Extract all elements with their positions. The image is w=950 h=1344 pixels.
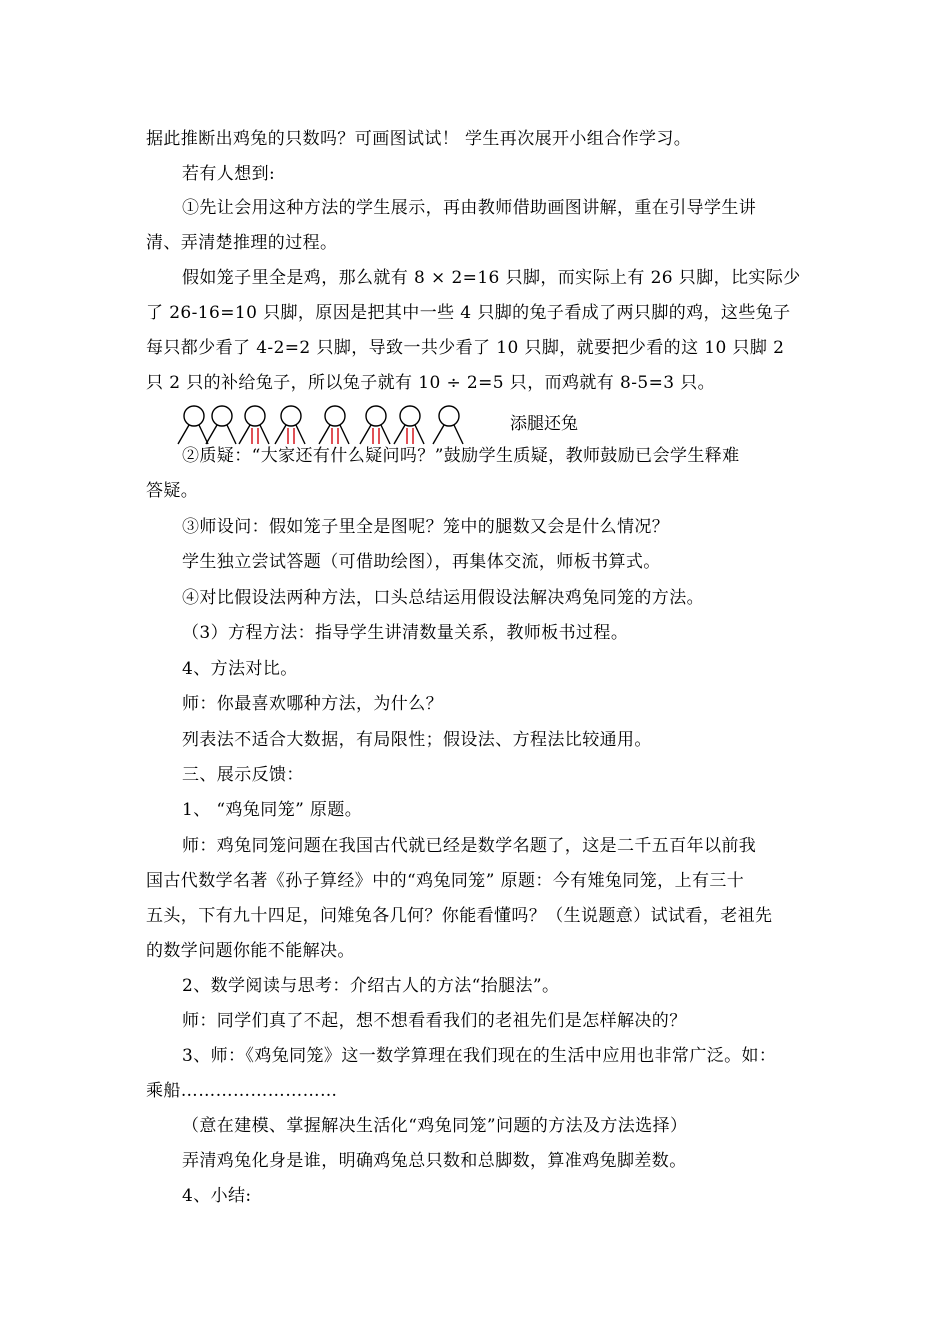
text-line-20: 师：鸡兔同笼问题在我国古代就已经是数学名题了，这是二千五百年以前我 [182,836,757,856]
text-line-10: 答疑。 [146,481,199,501]
animal-8-leg-right [454,425,463,444]
animal-6-leg-right [381,425,390,444]
text-line-4: 清、弄清楚推理的过程。 [146,233,338,253]
animal-head-4 [281,406,301,426]
text-line-9: ②质疑：“大家还有什么疑问吗？”鼓励学生质疑，教师鼓励已会学生释难 [182,446,740,466]
text-line-3: ①先让会用这种方法的学生展示，再由教师借助画图讲解，重在引导学生讲 [182,198,757,218]
text-line-29: 弄清鸡兔化身是谁，明确鸡兔总只数和总脚数，算准鸡兔脚差数。 [182,1151,687,1171]
animal-4-leg-left [275,425,286,444]
text-line-5: 假如笼子里全是鸡，那么就有 8 × 2=16 只脚，而实际上有 26 只脚，比实际少 [182,268,801,288]
animal-5-leg-left [319,425,330,444]
text-line-2: 若有人想到: [182,164,276,184]
animal-head-5 [325,406,345,426]
text-line-14: （3）方程方法：指导学生讲清数量关系，教师板书过程。 [182,623,629,643]
text-line-12: 学生独立尝试答题（可借助绘图），再集体交流，师板书算式。 [182,552,661,572]
text-line-23: 的数学问题你能不能解决。 [146,941,355,961]
text-line-11: ③师设问：假如笼子里全是图呢？笼中的腿数又会是什么情况？ [182,517,670,537]
animal-head-8 [439,406,459,426]
animal-head-2 [212,406,232,426]
animal-head-6 [366,406,386,426]
animal-4-leg-right [296,425,305,444]
animal-8-leg-left [433,425,444,444]
text-line-17: 列表法不适合大数据，有局限性；假设法、方程法比较通用。 [182,730,652,750]
diagram-caption: 添腿还兔 [510,414,578,434]
text-line-19: 1、 “鸡兔同笼” 原题。 [182,800,363,820]
animal-3-leg-right [260,425,269,444]
text-line-8: 只 2 只的补给兔子，所以兔子就有 10 ÷ 2=5 只，而鸡就有 8-5=3 只。 [146,373,716,393]
text-line-1: 据此推断出鸡兔的只数吗？可画图试试！ 学生再次展开小组合作学习。 [146,129,692,149]
animal-3-leg-left [239,425,250,444]
text-line-25: 师：同学们真了不起，想不想看看我们的老祖先们是怎样解决的？ [182,1011,687,1031]
text-line-22: 五头，下有九十四足，问雉兔各几何？你能看懂吗？（生说题意）试试看，老祖先 [146,906,773,926]
text-line-28: （意在建模、掌握解决生活化“鸡兔同笼”问题的方法及方法选择） [182,1116,688,1136]
animal-head-1 [184,406,204,426]
animal-head-3 [245,406,265,426]
animal-7-leg-right [415,425,424,444]
animal-1-leg-left [178,425,189,444]
animal-2-leg-left [206,425,217,444]
text-line-15: 4、方法对比。 [182,659,298,679]
text-line-7: 每只都少看了 4-2=2 只脚，导致一共少看了 10 只脚，就要把少看的这 10 只脚 2 [146,338,785,358]
text-line-6: 了 26-16=10 只脚，原因是把其中一些 4 只脚的兔子看成了两只脚的鸡，这些兔子 [146,303,791,323]
animal-2-leg-right [227,425,236,444]
text-line-30: 4、小结: [182,1186,252,1206]
text-line-21: 国古代数学名著《孙子算经》中的“鸡兔同笼” 原题：今有雉兔同笼，上有三十 [146,871,745,891]
text-line-16: 师：你最喜欢哪种方法，为什么？ [182,694,443,714]
section-heading-feedback: 三、展示反馈： [182,765,304,785]
text-line-26: 3、师：《鸡兔同笼》这一数学算理在我们现在的生活中应用也非常广泛。如： [182,1046,777,1066]
animal-1-leg-right [199,425,208,444]
animal-head-7 [400,406,420,426]
animal-6-leg-left [360,425,371,444]
text-line-13: ④对比假设法两种方法，口头总结运用假设法解决鸡兔同笼的方法。 [182,588,704,608]
animal-7-leg-left [394,425,405,444]
animal-5-leg-right [340,425,349,444]
text-line-24: 2、数学阅读与思考：介绍古人的方法“抬腿法”。 [182,976,560,996]
text-line-27: 乘船……………………… [146,1081,338,1101]
